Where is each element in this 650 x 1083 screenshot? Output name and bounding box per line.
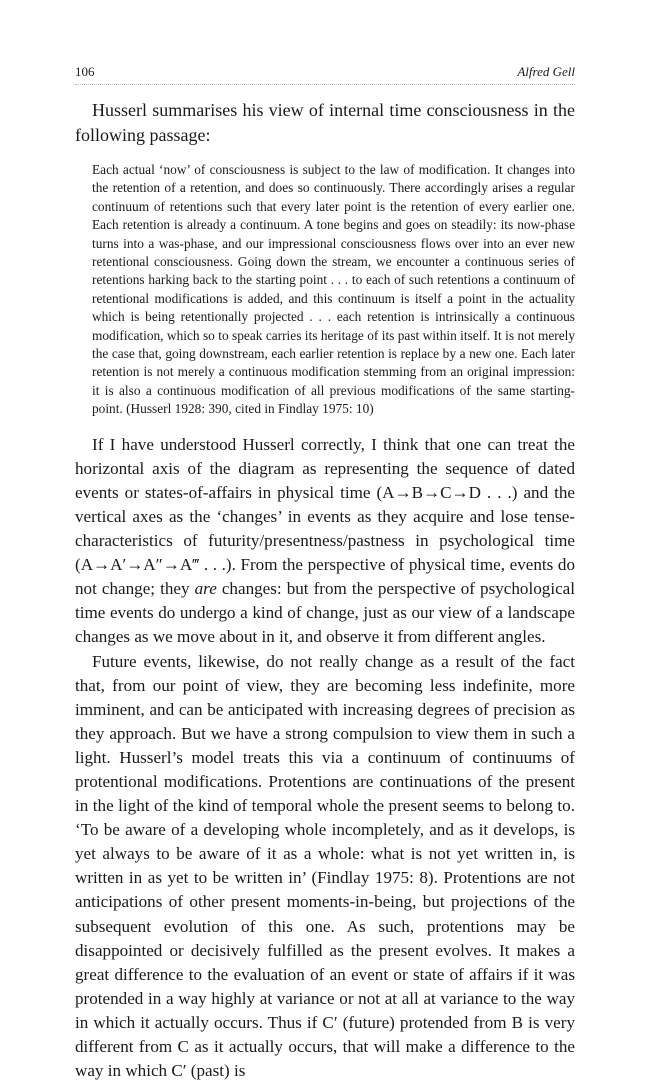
block-quote: Each actual ‘now’ of consciousness is subject to the law of modification. It changes into the retention of a retention, and does so continuously. There accordingly arises a regular continuum of retentions such that every later point is the retention of every earlier one. Each retention is already a continuum. A tone begins and goes on steadily: its now-phase turns into a was-phase, and our impressional consciousness flows over into an ever new retentional consciousness. Going down the stream, we encounter a continuous series of retentions harking back to the starting point . . . to each of such retentions a continuum of retentional modifications is added, and this continuum is itself a point in the actuality which is being retentionally projected . . . each retention is intrinsically a continuous modification, which so to speak carries its heritage of its past within itself. It is not merely the case that, going downstream, each earlier retention is replace by a new one. Each later retention is not merely a continuous modification stemming from an original impression: it is also a continuous modification of all previous modifications of the same starting-point. (Husserl 1928: 390, cited in Findlay 1975: 10): [92, 162, 575, 417]
body-paragraph-2: Future events, likewise, do not really change as a result of the fact that, from our point of view, they are becoming less indefinite, more imminent, and can be anticipated with increasing degrees of precision as they approach. But we have a strong compulsion to view them in such a light. Husserl’s model treats this via a continuum of continuums of protentional modifications. Protentions are continuations of the present in the light of the kind of temporal whole the present seems to belong to. ‘To be aware of a developing whole incompletely, and as it develops, is yet always to be aware of it as a whole: what is not yet written in, is written in as yet to be written in’ (Findlay 1975: 8). Protentions are not anticipations of other present moments-in-being, but projections of the subsequent evolution of this one. As such, protentions may be disappointed or decisively fulfilled as the present evolves. It makes a great difference to the evaluation of an event or state of affairs if it was protended in a way highly at variance or not at all at variance to the way in which it actually occurs. Thus if C′ (future) protended from B is very different from C as it actually occurs, that will make a difference to the way in which C′ (past) is: [75, 651, 575, 1081]
page-number: 106: [75, 64, 95, 79]
paragraph-1-text-end: changes: but from the perspective of psychological time events do undergo a kind of change, just as our view of a landscape changes as we move about in it, and observe it from different angles.: [75, 579, 575, 647]
body-paragraph-1: [75, 433, 575, 650]
intro-paragraph: Husserl summarises his view of internal time consciousness in the following passage:: [75, 100, 575, 145]
running-head: [75, 64, 575, 85]
paragraph-1-text-start: If I have understood Husserl correctly, I think that one can treat the horizontal axis of the diagram as representing the sequence of dated events or states-of-affairs in physical time (A→B→C→D . . .) and the vertical axes as the ‘changes’ in events as they acquire and lose tense-characteristics of futurity/presentness/pastness in psychological time (A→A′→A″→A‴ . . .). From the perspective of physical time, events do not change; they: [75, 434, 575, 599]
page-content: [75, 98, 575, 1083]
running-author: Alfred Gell: [517, 64, 575, 79]
emphasis-are: are: [194, 579, 217, 599]
